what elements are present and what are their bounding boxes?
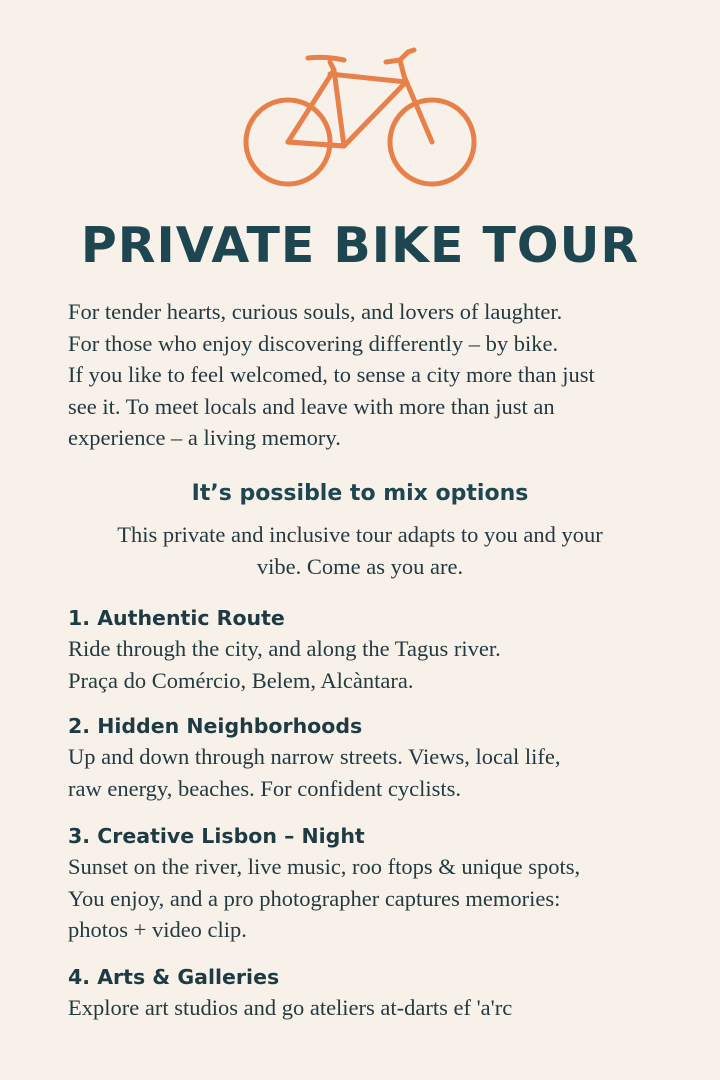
option-description [68, 851, 688, 946]
option-title: 1. Authentic Route [68, 606, 285, 630]
option-line: Ride through the city, and along the Tagus river. [68, 636, 501, 661]
mix-options-text [0, 519, 720, 582]
option-title: 4. Arts & Galleries [68, 965, 280, 989]
mix-options-heading: It’s possible to mix options [191, 481, 529, 506]
bicycle-icon [238, 44, 482, 190]
option-title: 3. Creative Lisbon – Night [68, 824, 365, 848]
option-line: Explore art studios and go ateliers at-darts ef 'a'rc [68, 995, 513, 1020]
option-line: You enjoy, and a pro photographer captures memories: [68, 885, 561, 911]
option-line: Up and down through narrow streets. Views, local life, [68, 744, 561, 769]
intro-paragraph [68, 296, 668, 454]
option-line: Sunset on the river, live music, roo ftops & unique spots, [68, 854, 581, 879]
option-line: photos + video clip. [68, 917, 247, 942]
intro-line: If you like to feel welcomed, to sense a city more than just [68, 362, 595, 387]
option-hidden-neighborhoods [68, 711, 688, 804]
option-line: raw energy, beaches. For confident cyclists. [68, 775, 461, 801]
intro-line: For tender hearts, curious souls, and lovers of laughter. [68, 299, 563, 324]
option-creative-lisbon-night [68, 821, 688, 946]
intro-line: For those who enjoy discovering differently – by bike. [68, 330, 559, 356]
option-title: 2. Hidden Neighborhoods [68, 714, 363, 738]
option-line: Praça do Comércio, Belem, Alcàntara. [68, 667, 414, 693]
intro-line: experience – a living memory. [68, 425, 341, 450]
mix-text-line: vibe. Come as you are. [256, 553, 464, 579]
intro-line: see it. To meet locals and leave with more than just an [68, 393, 555, 419]
option-description [68, 633, 688, 696]
page-title: PRIVATE BIKE TOUR [80, 217, 640, 274]
option-description [68, 992, 688, 1024]
option-authentic-route [68, 603, 688, 696]
option-description [68, 741, 688, 804]
mix-text-line: This private and inclusive tour adapts to you and your [117, 522, 603, 547]
option-arts-galleries [68, 962, 688, 1024]
